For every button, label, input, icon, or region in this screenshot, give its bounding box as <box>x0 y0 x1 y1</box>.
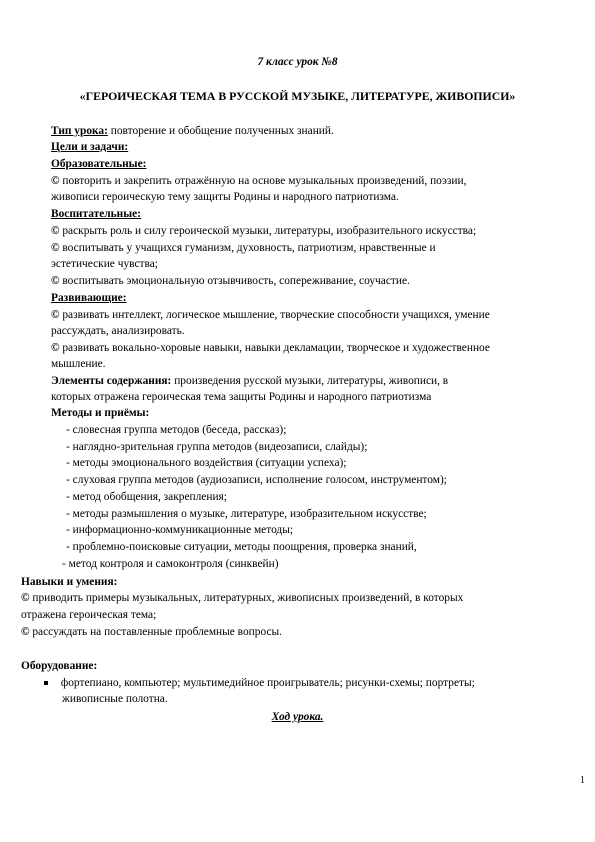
equipment-line-1: фортепиано, компьютер; мультимедийное проигрыватель; рисунки-схемы; портреты; <box>44 676 475 690</box>
educational-line-2: живописи героическую тему защиты Родины и народного патриотизма. <box>51 191 399 203</box>
skills-line-3: © рассуждать на поставленные проблемные вопросы. <box>21 626 283 638</box>
upbringing-line-3: эстетические чувства; <box>51 258 158 270</box>
copyright-bullet-icon: © <box>51 225 60 237</box>
lesson-type-line <box>51 124 334 138</box>
copyright-bullet-icon: © <box>51 275 60 287</box>
methods-item: - проблемно-поисковые ситуации, методы поощрения, проверка знаний, <box>66 541 417 553</box>
square-bullet-icon <box>44 681 48 685</box>
content-elements-line-2: которых отражена героическая тема защиты Родины и народного патриотизма <box>51 391 432 403</box>
equipment-heading: Оборудование: <box>21 660 98 672</box>
methods-item: - информационно-коммуникационные методы; <box>66 524 294 536</box>
developing-line-2: рассуждать, анализировать. <box>51 325 185 337</box>
page-number: 1 <box>580 775 585 786</box>
lesson-number: 7 класс урок №8 <box>257 56 338 68</box>
developing-line-1: © развивать интеллект, логическое мышление, творческие способности учащихся, умение <box>51 309 490 321</box>
methods-item: - метод контроля и самоконтроля (синквейн) <box>62 558 279 570</box>
content-elements-label: Элементы содержания: <box>51 375 172 387</box>
methods-item: - методы эмоционального воздействия (ситуации успеха); <box>66 457 347 469</box>
upbringing-line-4: © воспитывать эмоциональную отзывчивость, сопереживание, соучастие. <box>51 275 410 287</box>
lesson-flow-heading: Ход урока. <box>271 711 324 723</box>
copyright-bullet-icon: © <box>51 309 60 321</box>
skills-line-1: © приводить примеры музыкальных, литературных, живописных произведений, в которых <box>21 592 464 604</box>
upbringing-line-1: © раскрыть роль и силу героической музыки, литературы, изобразительного искусства; <box>51 225 477 237</box>
skills-line-2: отражена героическая тема; <box>21 609 157 621</box>
goals-heading: Цели и задачи: <box>51 141 129 153</box>
lesson-type-text: повторение и обобщение полученных знаний. <box>107 125 334 137</box>
upbringing-line-2: © воспитывать у учащихся гуманизм, духовность, патриотизм, нравственные и <box>51 242 436 254</box>
methods-heading: Методы и приёмы: <box>51 407 150 419</box>
copyright-bullet-icon: © <box>21 626 30 638</box>
methods-item: - слуховая группа методов (аудиозаписи, исполнение голосом, инструментом); <box>66 474 447 486</box>
copyright-bullet-icon: © <box>51 342 60 354</box>
lesson-type-label: Тип урока: <box>51 125 108 137</box>
methods-item: - метод обобщения, закрепления; <box>66 491 227 503</box>
content-elements-line-1: Элементы содержания: произведения русской музыки, литературы, живописи, в <box>51 375 449 387</box>
educational-heading: Образовательные: <box>51 158 147 170</box>
developing-heading: Развивающие: <box>51 292 127 304</box>
copyright-bullet-icon: © <box>51 242 60 254</box>
methods-item: - наглядно-зрительная группа методов (видеозаписи, слайды); <box>66 441 368 453</box>
upbringing-heading: Воспитательные: <box>51 208 141 220</box>
methods-item: - методы размышления о музыке, литературе, изобразительном искусстве; <box>66 508 427 520</box>
copyright-bullet-icon: © <box>51 175 60 187</box>
developing-line-4: мышление. <box>51 358 106 370</box>
copyright-bullet-icon: © <box>21 592 30 604</box>
equipment-line-2: живописные полотна. <box>62 693 168 705</box>
page-title: «ГЕРОИЧЕСКАЯ ТЕМА В РУССКОЙ МУЗЫКЕ, ЛИТЕРАТУРЕ, ЖИВОПИСИ» <box>79 89 516 103</box>
skills-heading: Навыки и умения: <box>21 576 118 588</box>
educational-line-1: © повторить и закрепить отражённую на основе музыкальных произведений, поэзии, <box>51 175 467 187</box>
methods-item: - словесная группа методов (беседа, рассказ); <box>66 424 287 436</box>
developing-line-3: © развивать вокально-хоровые навыки, навыки декламации, творческое и художественное <box>51 342 490 354</box>
